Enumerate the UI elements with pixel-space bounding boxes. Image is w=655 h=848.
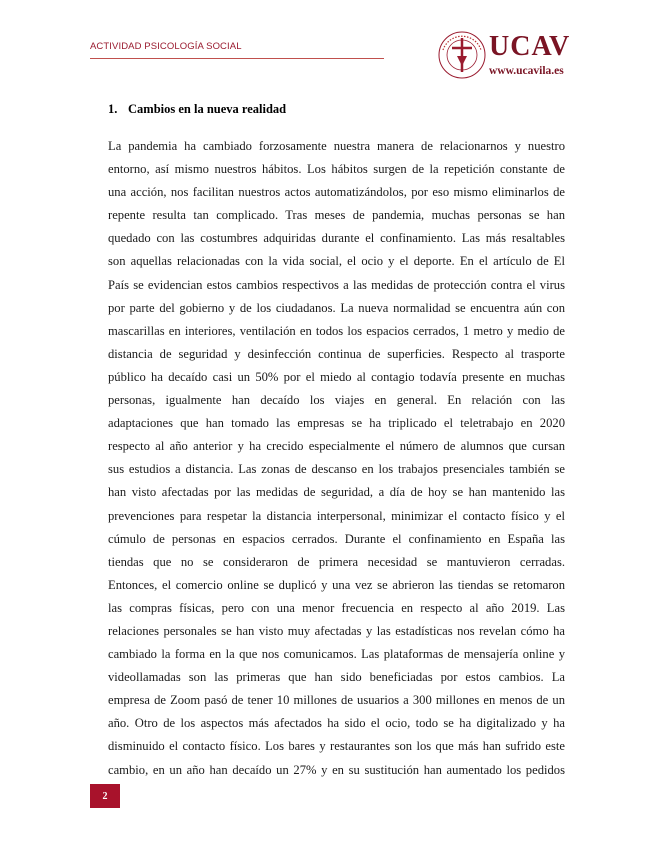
paragraph-line: videollamadas son las primeras que han sido beneficiadas por estos cambios. La [108,670,565,685]
section-number: 1. [108,102,118,116]
page-number-badge: 2 [90,784,120,808]
header-rule [90,58,384,59]
paragraph-line: personas, igualmente han decaído los viajes en general. En relación con las [108,393,565,408]
paragraph-line: año. Otro de los aspectos más afectados ha sido el ocio, todo se ha digitalizado y ha [108,716,565,731]
paragraph-line: son aquellas relacionadas con la vida social, el ocio y el deporte. En el artículo de El [108,254,565,269]
paragraph-line: una acción, nos facilitan nuestros actos automatizándolos, por eso mismo eliminarlos de [108,185,565,200]
paragraph-line: relaciones personales se han visto muy afectadas y las estadísticas nos revelan cómo ha [108,623,565,638]
paragraph-line: cambio, en un año han decaído un 27% y en su sustitución han aumentado los pedidos [108,762,565,777]
paragraph-line: distancia de seguridad y desinfección continua de superficies. Respecto al trasporte [108,346,565,361]
section-title: Cambios en la nueva realidad [128,102,287,116]
paragraph-line: cúmulo de personas en espacios cerrados. Durante el confinamiento en España las [108,531,565,546]
running-header: ACTIVIDAD PSICOLOGÍA SOCIAL [90,41,242,52]
paragraph-line: las compras físicas, pero con una menor frecuencia en respecto al año 2019. Las [108,600,565,615]
ucav-logo [437,30,571,82]
body-paragraph [108,135,565,782]
paragraph-line: por parte del gobierno y de los ciudadanos. La nueva normalidad se encuentra aún con [108,300,565,315]
paragraph-line: empresa de Zoom pasó de tener 10 millones de usuarios a 300 millones en menos de un [108,693,565,708]
logo-url: www.ucavila.es [489,65,564,77]
paragraph-line: sus estudios a distancia. Las zonas de descanso en los trabajos presenciales también se [108,462,565,477]
paragraph-line: tiendas que no se consideraron de primera necesidad se mantuvieron cerradas. [108,554,565,569]
paragraph-line: quedado con las costumbres adquiridas durante el confinamiento. Las más resaltables [108,231,565,246]
paragraph-line: Entonces, el comercio online se duplicó y una vez se abrieron las tiendas se retomaron [108,577,565,592]
section-heading [108,102,286,117]
paragraph-line: prevenciones para respetar la distancia interpersonal, minimizar el contacto físico y el [108,508,565,523]
paragraph-line: adaptaciones que han tomado las empresas se ha triplicado el teletrabajo en 2020 [108,416,565,431]
logo-name: UCAV [489,31,571,62]
paragraph-line: público ha decaído casi un 50% por el miedo al contagio todavía presente en muchas [108,369,565,384]
paragraph-line: disminuido el contacto físico. Los bares y restaurantes son los que más han sufrido este [108,739,565,754]
paragraph-line: respecto al año anterior y ha crecido especialmente el número de alumnos que cursan [108,439,565,454]
paragraph-line: entorno, así mismo nuestros hábitos. Los hábitos surgen de la repetición constante de [108,162,565,177]
paragraph-line: repente resulta tan complicado. Tras meses de pandemia, muchas personas se han [108,208,565,223]
university-seal-icon [437,30,487,80]
paragraph-line: han visto afectadas por las medidas de seguridad, a día de hoy se han mantenido las [108,485,565,500]
paragraph-line: La pandemia ha cambiado forzosamente nuestra manera de relacionarnos y nuestro [108,139,565,153]
paragraph-line: cambiado la forma en la que nos comunicamos. Las plataformas de mensajería online y [108,647,565,662]
paragraph-line: mascarillas en interiores, ventilación en todos los espacios cerrados, 1 metro y medio de [108,323,565,338]
paragraph-line: País se evidencian estos cambios respectivos a las medidas de protección contra el virus [108,277,565,292]
